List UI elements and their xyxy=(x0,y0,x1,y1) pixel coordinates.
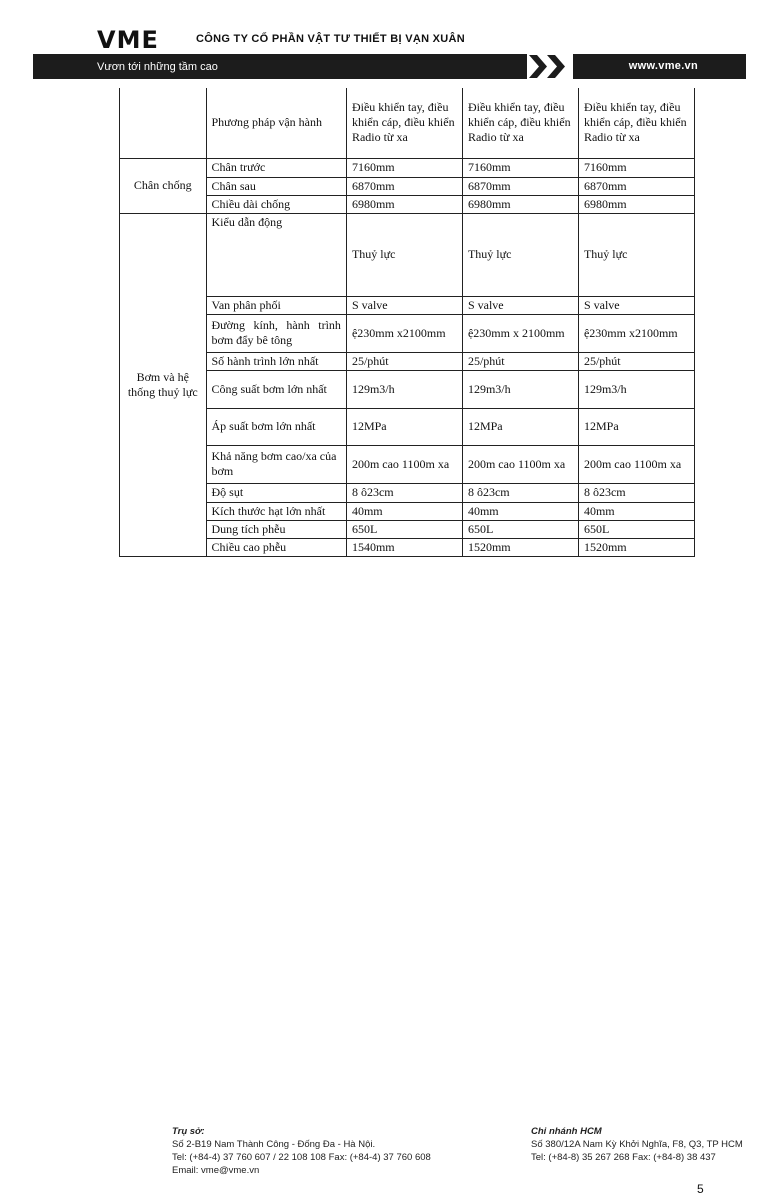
cell-value: 7160mm xyxy=(346,158,462,177)
cell-value: 1540mm xyxy=(346,538,462,556)
cell-value: 8 ô23cm xyxy=(346,483,462,502)
cell-value: 200m cao 1100m xa xyxy=(346,445,462,483)
cell-value: 650L xyxy=(462,520,578,538)
footer-branch-title: Chi nhánh HCM xyxy=(531,1126,602,1137)
cell-value: 6870mm xyxy=(462,177,578,195)
page-number: 5 xyxy=(697,1182,704,1196)
footer-hq-phone: Tel: (+84-4) 37 760 607 / 22 108 108 Fax: (+84-4) 37 760 608 xyxy=(172,1152,431,1163)
row-label: Công suất bơm lớn nhất xyxy=(206,370,346,408)
cell-value: 40mm xyxy=(346,502,462,520)
cell-value: Thuỷ lực xyxy=(578,213,694,296)
table-row xyxy=(120,370,695,408)
page-header xyxy=(0,0,779,80)
cell-value: 1520mm xyxy=(462,538,578,556)
table-row xyxy=(120,314,695,352)
cell-value: 1520mm xyxy=(578,538,694,556)
row-label: Van phân phối xyxy=(206,296,346,314)
row-label: Kiểu dẫn động xyxy=(206,213,346,296)
company-name: CÔNG TY CỔ PHẦN VẬT TƯ THIẾT BỊ VẠN XUÂN xyxy=(196,33,466,45)
cell-value: 6870mm xyxy=(346,177,462,195)
cell-value: 40mm xyxy=(578,502,694,520)
cell-value: 25/phút xyxy=(462,352,578,370)
table-row xyxy=(120,158,695,177)
cell-value: S valve xyxy=(346,296,462,314)
footer-hq-address: Số 2-B19 Nam Thành Công - Đống Đa - Hà Nội. xyxy=(172,1139,376,1150)
row-label: Số hành trình lớn nhất xyxy=(206,352,346,370)
group-label: Bơm và hệ thống thuỷ lực xyxy=(120,213,207,556)
cell-value: 200m cao 1100m xa xyxy=(462,445,578,483)
footer-hq-email[interactable]: Email: vme@vme.vn xyxy=(172,1165,260,1176)
cell-value: 40mm xyxy=(462,502,578,520)
footer-branch xyxy=(531,1125,746,1164)
cell-value: 650L xyxy=(346,520,462,538)
chevron-arrows-icon xyxy=(527,52,573,81)
group-cell-empty xyxy=(120,88,207,158)
cell-value: 6980mm xyxy=(346,195,462,213)
table-row xyxy=(120,177,695,195)
row-label: Áp suất bơm lớn nhất xyxy=(206,408,346,445)
group-label: Chân chống xyxy=(120,158,207,213)
cell-value: S valve xyxy=(578,296,694,314)
company-logo: VME xyxy=(97,26,159,54)
website-link[interactable]: www.vme.vn xyxy=(628,60,698,72)
table-row xyxy=(120,520,695,538)
row-label: Phương pháp vận hành xyxy=(206,88,346,158)
row-label: Kích thước hạt lớn nhất xyxy=(206,502,346,520)
cell-value: 129m3/h xyxy=(462,370,578,408)
cell-value: 12MPa xyxy=(346,408,462,445)
table-row xyxy=(120,195,695,213)
slogan: Vươn tới những tầm cao xyxy=(97,61,218,73)
cell-value: 12MPa xyxy=(462,408,578,445)
header-bar xyxy=(33,54,746,79)
row-label: Dung tích phễu xyxy=(206,520,346,538)
footer-hq-title: Trụ sở: xyxy=(172,1126,205,1137)
table-row xyxy=(120,408,695,445)
cell-value: ệ230mm x2100mm xyxy=(578,314,694,352)
cell-value: S valve xyxy=(462,296,578,314)
cell-value: 8 ô23cm xyxy=(578,483,694,502)
row-label: Khả năng bơm cao/xa của bơm xyxy=(206,445,346,483)
row-label: Độ sụt xyxy=(206,483,346,502)
table-row xyxy=(120,483,695,502)
cell-value: 6980mm xyxy=(462,195,578,213)
cell-value: 8 ô23cm xyxy=(462,483,578,502)
cell-value: 12MPa xyxy=(578,408,694,445)
cell-value: 6870mm xyxy=(578,177,694,195)
cell-value: Điều khiển tay, điều khiển cáp, điều khiển Radio từ xa xyxy=(346,88,462,158)
footer-branch-phone: Tel: (+84-8) 35 267 268 Fax: (+84-8) 38 437 xyxy=(531,1152,716,1163)
cell-value: ệ230mm x2100mm xyxy=(346,314,462,352)
table-row xyxy=(120,502,695,520)
footer-headquarters xyxy=(172,1125,431,1177)
cell-value: Thuỷ lực xyxy=(346,213,462,296)
row-label: Chiều cao phễu xyxy=(206,538,346,556)
cell-value: 6980mm xyxy=(578,195,694,213)
cell-value: Điều khiển tay, điều khiển cáp, điều khiển Radio từ xa xyxy=(578,88,694,158)
row-label: Chân sau xyxy=(206,177,346,195)
cell-value: Thuỷ lực xyxy=(462,213,578,296)
table-row xyxy=(120,296,695,314)
table-row xyxy=(120,445,695,483)
cell-value: 7160mm xyxy=(578,158,694,177)
footer-branch-address: Số 380/12A Nam Kỳ Khởi Nghĩa, F8, Q3, TP HCM xyxy=(531,1139,743,1150)
cell-value: 25/phút xyxy=(578,352,694,370)
cell-value: 650L xyxy=(578,520,694,538)
table-row xyxy=(120,538,695,556)
row-label: Chân trước xyxy=(206,158,346,177)
cell-value: 7160mm xyxy=(462,158,578,177)
table-row xyxy=(120,213,695,296)
spec-table xyxy=(119,88,695,557)
cell-value: 25/phút xyxy=(346,352,462,370)
row-label: Đường kính, hành trình bơm đẩy bê tông xyxy=(206,314,346,352)
cell-value: 129m3/h xyxy=(346,370,462,408)
cell-value: 200m cao 1100m xa xyxy=(578,445,694,483)
cell-value: Điều khiển tay, điều khiển cáp, điều khiển Radio từ xa xyxy=(462,88,578,158)
row-label: Chiều dài chống xyxy=(206,195,346,213)
cell-value: 129m3/h xyxy=(578,370,694,408)
cell-value: ệ230mm x 2100mm xyxy=(462,314,578,352)
table-row xyxy=(120,88,695,158)
table-row xyxy=(120,352,695,370)
